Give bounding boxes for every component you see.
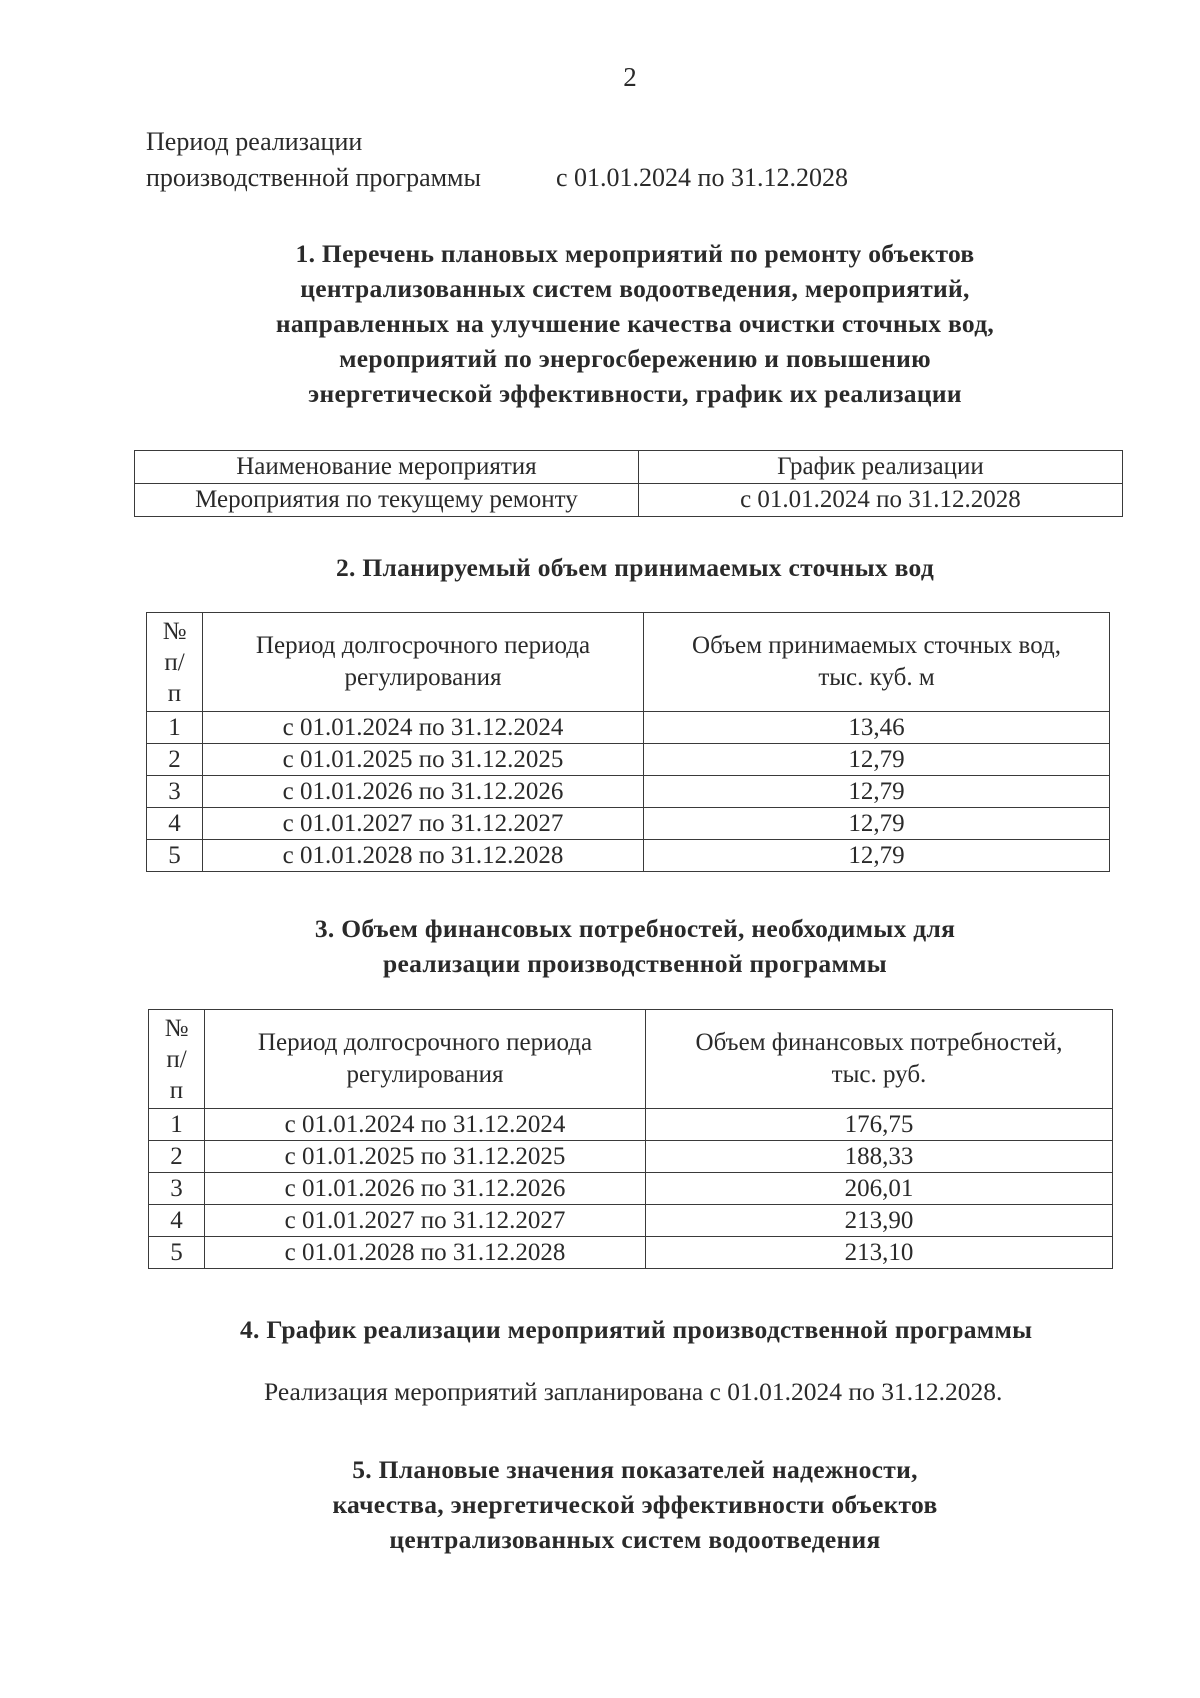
section-1-title-line: 1. Перечень плановых мероприятий по ремонту объектов bbox=[295, 239, 975, 268]
row-number: 1 bbox=[149, 1109, 205, 1141]
column-header-activity: Наименование мероприятия bbox=[135, 451, 639, 484]
section-5-title-line: централизованных систем водоотведения bbox=[389, 1525, 881, 1554]
header-text: Объем финансовых потребностей, bbox=[695, 1029, 1063, 1056]
row-number: 5 bbox=[149, 1237, 205, 1269]
section-1-title-line: мероприятий по энергосбережению и повышению bbox=[339, 344, 931, 373]
table-row bbox=[149, 1205, 1113, 1237]
period-cell: с 01.01.2024 по 31.12.2024 bbox=[205, 1109, 646, 1141]
wastewater-volume-table bbox=[146, 612, 1110, 872]
section-3-title bbox=[0, 911, 1200, 981]
row-number: 2 bbox=[147, 744, 203, 776]
activities-table bbox=[134, 450, 1123, 517]
column-header-period bbox=[203, 613, 644, 712]
section-5-title-line: качества, энергетической эффективности объектов bbox=[332, 1490, 938, 1519]
section-1-title bbox=[0, 236, 1200, 411]
header-text: регулирования bbox=[344, 664, 502, 691]
schedule-cell: с 01.01.2024 по 31.12.2028 bbox=[638, 484, 1122, 517]
period-cell: с 01.01.2027 по 31.12.2027 bbox=[205, 1205, 646, 1237]
column-header-volume bbox=[644, 613, 1110, 712]
section-5-title bbox=[0, 1452, 1200, 1557]
table-header-row bbox=[147, 613, 1110, 712]
header-text: п/ bbox=[166, 1045, 187, 1073]
period-cell: с 01.01.2026 по 31.12.2026 bbox=[205, 1173, 646, 1205]
table-row bbox=[147, 712, 1110, 744]
header-text: № bbox=[164, 1014, 189, 1042]
amount-cell: 176,75 bbox=[646, 1109, 1113, 1141]
column-header-schedule: График реализации bbox=[638, 451, 1122, 484]
implementation-period bbox=[146, 124, 848, 196]
table-header-row bbox=[135, 451, 1123, 484]
period-cell: с 01.01.2028 по 31.12.2028 bbox=[205, 1237, 646, 1269]
activity-name-cell: Мероприятия по текущему ремонту bbox=[135, 484, 639, 517]
table-row bbox=[147, 776, 1110, 808]
period-cell: с 01.01.2027 по 31.12.2027 bbox=[203, 808, 644, 840]
column-header-period bbox=[205, 1010, 646, 1109]
table-row bbox=[147, 744, 1110, 776]
header-text: Период долгосрочного периода bbox=[257, 1029, 593, 1056]
section-4-text: Реализация мероприятий запланирована с 01.01.2024 по 31.12.2028. bbox=[264, 1377, 1003, 1406]
header-text: Период долгосрочного периода bbox=[255, 632, 591, 659]
section-5-title-line: 5. Плановые значения показателей надежности, bbox=[352, 1455, 918, 1484]
period-label-line2: производственной программы bbox=[146, 163, 481, 192]
header-text: п/ bbox=[164, 648, 185, 676]
volume-cell: 13,46 bbox=[644, 712, 1110, 744]
row-number: 3 bbox=[149, 1173, 205, 1205]
column-header-number bbox=[149, 1010, 205, 1109]
table-row bbox=[147, 808, 1110, 840]
period-label-line1: Период реализации bbox=[146, 127, 363, 156]
section-1-title-line: направленных на улучшение качества очистки сточных вод, bbox=[275, 309, 995, 338]
period-cell: с 01.01.2024 по 31.12.2024 bbox=[203, 712, 644, 744]
section-2-title: 2. Планируемый объем принимаемых сточных вод bbox=[335, 553, 935, 582]
row-number: 4 bbox=[149, 1205, 205, 1237]
header-text: № bbox=[162, 617, 187, 645]
period-cell: с 01.01.2026 по 31.12.2026 bbox=[203, 776, 644, 808]
volume-cell: 12,79 bbox=[644, 808, 1110, 840]
header-text: п bbox=[167, 679, 182, 707]
row-number: 4 bbox=[147, 808, 203, 840]
period-cell: с 01.01.2028 по 31.12.2028 bbox=[203, 840, 644, 872]
header-text: регулирования bbox=[346, 1061, 504, 1088]
table-row bbox=[147, 840, 1110, 872]
amount-cell: 213,10 bbox=[646, 1237, 1113, 1269]
volume-cell: 12,79 bbox=[644, 776, 1110, 808]
section-1-title-line: централизованных систем водоотведения, мероприятий, bbox=[300, 274, 970, 303]
table-row bbox=[135, 484, 1123, 517]
row-number: 5 bbox=[147, 840, 203, 872]
amount-cell: 213,90 bbox=[646, 1205, 1113, 1237]
row-number: 3 bbox=[147, 776, 203, 808]
section-4-title: 4. График реализации мероприятий производственной программы bbox=[240, 1315, 1033, 1344]
amount-cell: 188,33 bbox=[646, 1141, 1113, 1173]
row-number: 2 bbox=[149, 1141, 205, 1173]
section-1-title-line: энергетической эффективности, график их реализации bbox=[308, 379, 962, 408]
row-number: 1 bbox=[147, 712, 203, 744]
volume-cell: 12,79 bbox=[644, 840, 1110, 872]
table-row bbox=[149, 1173, 1113, 1205]
section-3-title-line: 3. Объем финансовых потребностей, необходимых для bbox=[314, 914, 956, 943]
table-row bbox=[149, 1109, 1113, 1141]
period-cell: с 01.01.2025 по 31.12.2025 bbox=[203, 744, 644, 776]
section-3-title-line: реализации производственной программы bbox=[382, 949, 888, 978]
header-text: тыс. руб. bbox=[831, 1061, 927, 1088]
header-text: тыс. куб. м bbox=[818, 664, 935, 691]
period-cell: с 01.01.2025 по 31.12.2025 bbox=[205, 1141, 646, 1173]
table-header-row bbox=[149, 1010, 1113, 1109]
header-text: п bbox=[169, 1076, 184, 1104]
period-value: с 01.01.2024 по 31.12.2028 bbox=[556, 163, 848, 192]
amount-cell: 206,01 bbox=[646, 1173, 1113, 1205]
table-row bbox=[149, 1141, 1113, 1173]
header-text: Объем принимаемых сточных вод, bbox=[692, 632, 1061, 659]
financial-needs-table bbox=[148, 1009, 1113, 1269]
column-header-financial-needs bbox=[646, 1010, 1113, 1109]
table-row bbox=[149, 1237, 1113, 1269]
volume-cell: 12,79 bbox=[644, 744, 1110, 776]
column-header-number bbox=[147, 613, 203, 712]
page-number: 2 bbox=[623, 62, 637, 92]
